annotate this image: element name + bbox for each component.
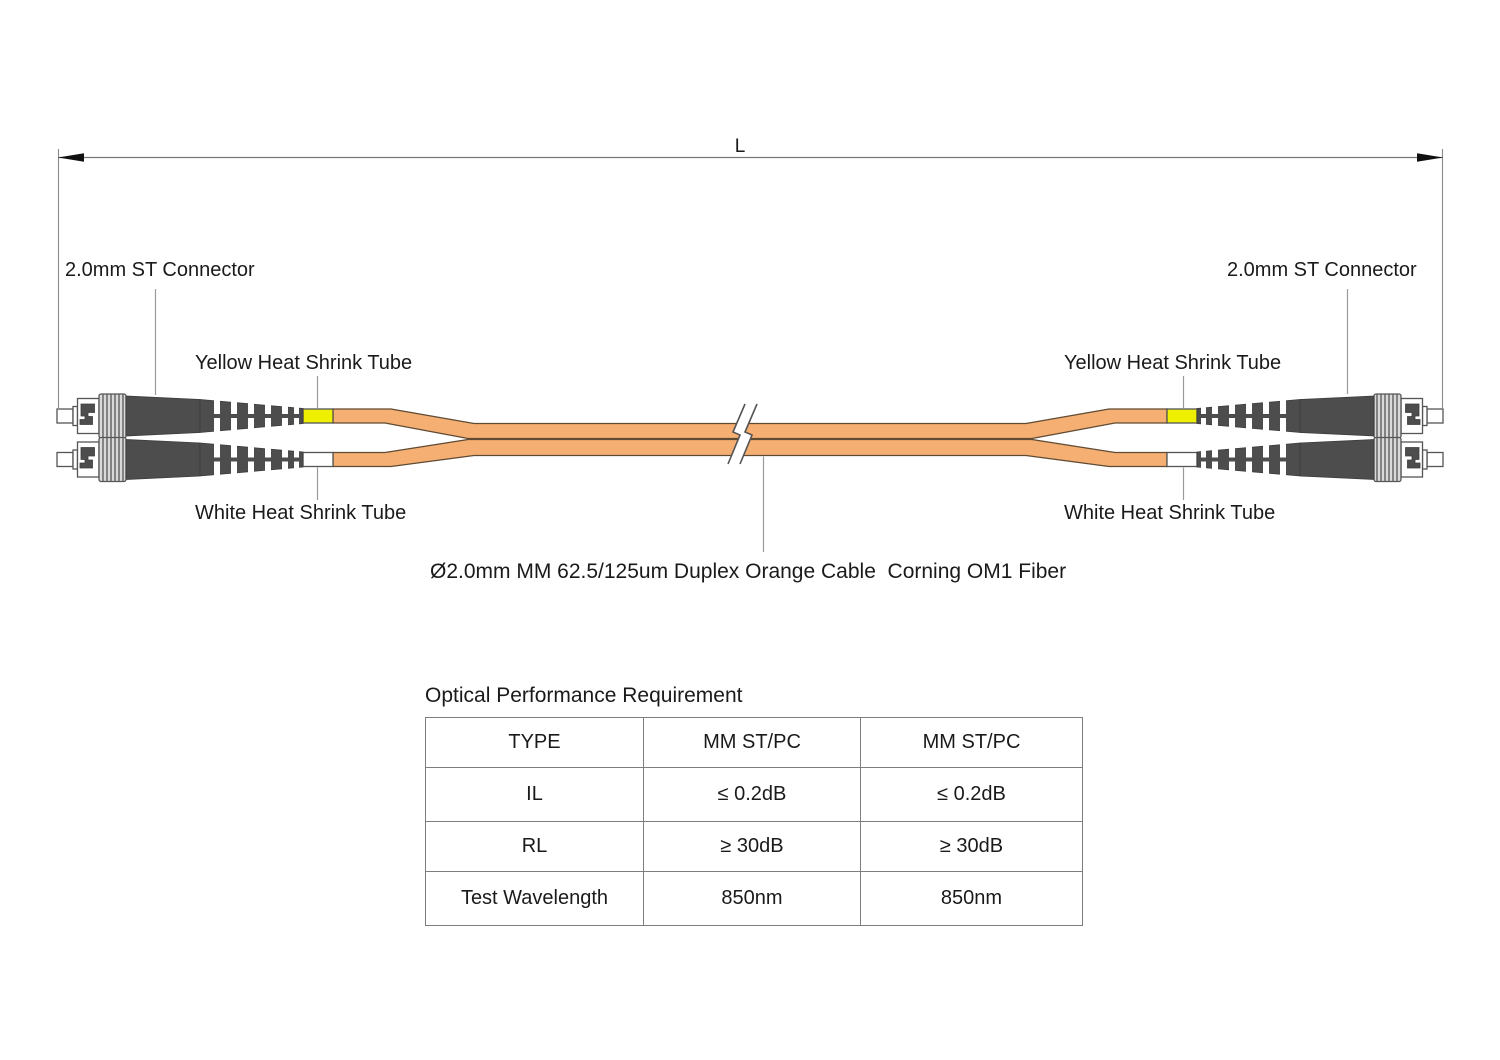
cell-il-label: IL <box>426 768 644 822</box>
label-left-white-tube: White Heat Shrink Tube <box>195 502 407 524</box>
white-heat-shrink-tube-right <box>1167 453 1197 467</box>
white-heat-shrink-tube-left <box>303 453 333 467</box>
label-left-yellow-tube: Yellow Heat Shrink Tube <box>195 352 413 374</box>
cell-rl-value-2: ≥ 30dB <box>861 822 1083 872</box>
table-header-row <box>426 718 1083 768</box>
arrowhead-right <box>1417 153 1443 162</box>
cell-rl-label: RL <box>426 822 644 872</box>
optical-performance-table <box>425 717 1083 926</box>
st-connector-bottom-left <box>57 438 303 482</box>
label-right-white-tube: White Heat Shrink Tube <box>1064 502 1276 524</box>
cell-wavelength-label: Test Wavelength <box>426 872 644 926</box>
header-mm-stpc-1: MM ST/PC <box>644 718 861 768</box>
cell-rl-value-1: ≥ 30dB <box>644 822 861 872</box>
cell-wavelength-value-2: 850nm <box>861 872 1083 926</box>
st-connector-top-left <box>57 394 303 438</box>
cell-il-value-2: ≤ 0.2dB <box>861 768 1083 822</box>
yellow-heat-shrink-tube-left <box>303 409 333 423</box>
header-type: TYPE <box>426 718 644 768</box>
label-right-connector: 2.0mm ST Connector <box>1227 259 1417 281</box>
dimension-label: L <box>734 136 746 157</box>
cell-wavelength-value-1: 850nm <box>644 872 861 926</box>
arrowhead-left <box>58 153 84 162</box>
yellow-heat-shrink-tube-right <box>1167 409 1197 423</box>
table-title: Optical Performance Requirement <box>425 684 743 707</box>
label-left-connector: 2.0mm ST Connector <box>65 259 255 281</box>
label-cable-description: Ø2.0mm MM 62.5/125um Duplex Orange Cable Corning OM1 Fiber <box>430 560 1067 583</box>
orange-cable-bottom <box>333 440 1167 467</box>
table-row-test-wavelength <box>426 872 1083 926</box>
table-row-il <box>426 768 1083 822</box>
label-right-yellow-tube: Yellow Heat Shrink Tube <box>1064 352 1282 374</box>
cell-il-value-1: ≤ 0.2dB <box>644 768 861 822</box>
st-connector-top-right <box>1197 394 1443 438</box>
header-mm-stpc-2: MM ST/PC <box>861 718 1083 768</box>
table-row-rl <box>426 822 1083 872</box>
st-connector-bottom-right <box>1197 438 1443 482</box>
